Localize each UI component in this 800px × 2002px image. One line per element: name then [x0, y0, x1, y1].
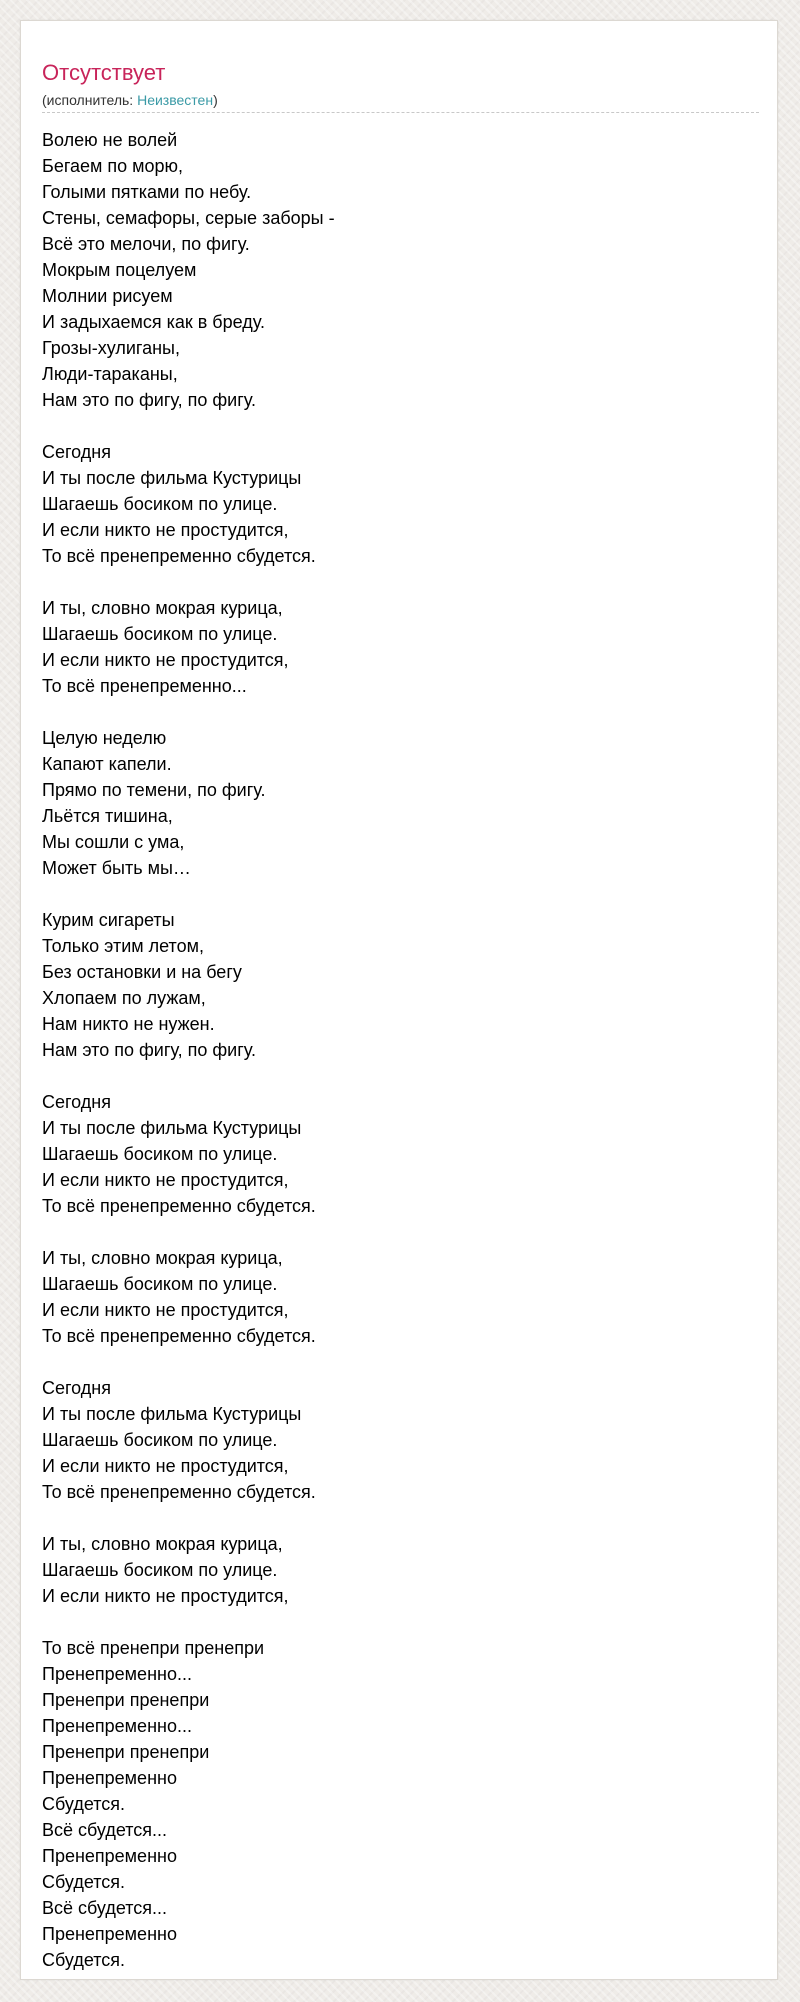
lyric-line: Пренепременно... — [42, 1664, 192, 1684]
lyric-line: И если никто не простудится, — [42, 1586, 289, 1606]
lyric-line: И если никто не простудится, — [42, 650, 289, 670]
lyric-line: Пренепри пренепри — [42, 1742, 210, 1762]
lyric-line: Волею не волей — [42, 130, 178, 150]
lyric-line: Мы сошли с ума, — [42, 832, 185, 852]
lyric-line: То всё пренепременно сбудется. — [42, 1196, 316, 1216]
lyric-line: И ты, словно мокрая курица, — [42, 598, 283, 618]
lyric-stanza — [42, 1245, 742, 1349]
lyric-line: Сегодня — [42, 1378, 111, 1398]
lyric-line: Сегодня — [42, 1092, 111, 1112]
lyric-line: То всё пренепременно сбудется. — [42, 1482, 316, 1502]
lyric-line: Сбудется. — [42, 1872, 126, 1892]
lyric-stanza — [42, 127, 742, 413]
artist-link[interactable]: Неизвестен — [137, 92, 214, 108]
lyric-line: Голыми пятками по небу. — [42, 182, 252, 202]
lyric-line: Пренепременно — [42, 1768, 177, 1788]
lyric-line: Без остановки и на бегу — [42, 962, 242, 982]
lyric-line: Может быть мы… — [42, 858, 191, 878]
lyric-line: И если никто не простудится, — [42, 1456, 289, 1476]
lyric-line: Сегодня — [42, 442, 111, 462]
lyric-stanza — [42, 1531, 742, 1609]
lyric-line: Молнии рисуем — [42, 286, 173, 306]
lyric-line: Люди-тараканы, — [42, 364, 178, 384]
lyric-line: Мокрым поцелуем — [42, 260, 197, 280]
lyric-stanza — [42, 595, 742, 699]
lyric-line: Целую неделю — [42, 728, 167, 748]
lyric-line: Сбудется. — [42, 1950, 126, 1970]
lyric-line: Пренепременно... — [42, 1716, 192, 1736]
lyric-line: Шагаешь босиком по улице. — [42, 1560, 278, 1580]
lyric-stanza — [42, 1635, 742, 1973]
lyric-line: И ты после фильма Кустурицы — [42, 468, 302, 488]
lyric-line: Капают капели. — [42, 754, 172, 774]
lyric-line: Всё это мелочи, по фигу. — [42, 234, 250, 254]
lyric-line: И если никто не простудится, — [42, 520, 289, 540]
lyric-line: Всё сбудется... — [42, 1898, 168, 1918]
lyric-line: Пренепременно — [42, 1846, 177, 1866]
lyric-line: Сбудется. — [42, 1794, 126, 1814]
lyric-stanza — [42, 907, 742, 1063]
lyric-line: Грозы-хулиганы, — [42, 338, 180, 358]
lyric-line: То всё пренепри пренепри — [42, 1638, 265, 1658]
lyric-line: Льётся тишина, — [42, 806, 173, 826]
artist-line — [42, 92, 218, 108]
lyric-line: Шагаешь босиком по улице. — [42, 1144, 278, 1164]
song-header — [42, 41, 759, 113]
lyric-line: Шагаешь босиком по улице. — [42, 1430, 278, 1450]
lyric-line: Хлопаем по лужам, — [42, 988, 206, 1008]
lyric-line: Курим сигареты — [42, 910, 175, 930]
lyric-stanza — [42, 439, 742, 569]
lyric-line: Нам это по фигу, по фигу. — [42, 390, 257, 410]
lyric-line: Шагаешь босиком по улице. — [42, 624, 278, 644]
song-title: Отсутствует — [42, 60, 166, 85]
lyric-line: И ты, словно мокрая курица, — [42, 1534, 283, 1554]
lyric-line: Нам это по фигу, по фигу. — [42, 1040, 257, 1060]
lyric-line: Всё сбудется... — [42, 1820, 168, 1840]
lyric-line: То всё пренепременно сбудется. — [42, 546, 316, 566]
lyric-line: Шагаешь босиком по улице. — [42, 1274, 278, 1294]
lyric-line: Пренепри пренепри — [42, 1690, 210, 1710]
lyric-line: Стены, семафоры, серые заборы - — [42, 208, 335, 228]
lyric-line: То всё пренепременно сбудется. — [42, 1326, 316, 1346]
lyrics-text — [42, 127, 742, 1999]
lyric-line: Шагаешь босиком по улице. — [42, 494, 278, 514]
lyric-stanza — [42, 1375, 742, 1505]
artist-prefix: (исполнитель: — [42, 92, 138, 108]
lyric-line: И задыхаемся как в бреду. — [42, 312, 265, 332]
artist-suffix: ) — [213, 92, 218, 108]
lyric-stanza — [42, 725, 742, 881]
lyric-line: Только этим летом, — [42, 936, 204, 956]
lyric-line: Прямо по темени, по фигу. — [42, 780, 266, 800]
lyrics-card — [20, 20, 778, 1980]
lyric-line: И ты после фильма Кустурицы — [42, 1118, 302, 1138]
lyric-line: И если никто не простудится, — [42, 1300, 289, 1320]
lyric-line: Нам никто не нужен. — [42, 1014, 215, 1034]
lyric-line: И ты после фильма Кустурицы — [42, 1404, 302, 1424]
lyric-line: То всё пренепременно... — [42, 676, 247, 696]
lyric-line: Пренепременно — [42, 1924, 177, 1944]
lyric-line: И если никто не простудится, — [42, 1170, 289, 1190]
lyric-line: Бегаем по морю, — [42, 156, 184, 176]
lyric-stanza — [42, 1089, 742, 1219]
lyric-line: И ты, словно мокрая курица, — [42, 1248, 283, 1268]
